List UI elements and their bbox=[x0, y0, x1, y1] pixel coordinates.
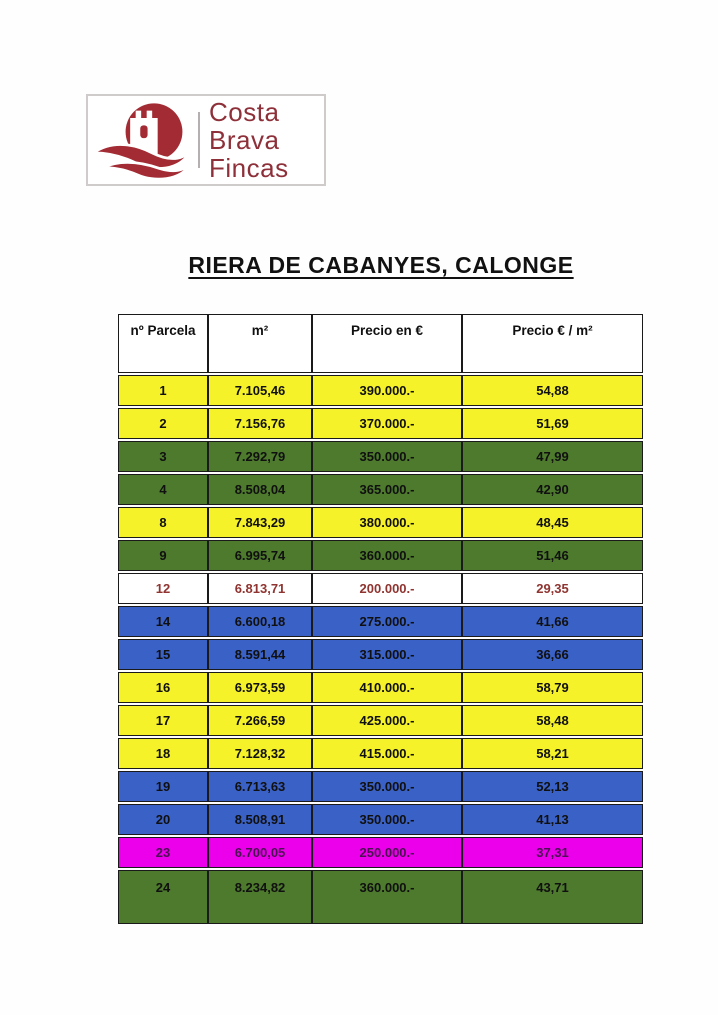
cell-precio_m2: 29,35 bbox=[462, 573, 643, 604]
column-header-1: m² bbox=[208, 314, 312, 373]
company-logo bbox=[86, 94, 326, 186]
cell-parcela: 16 bbox=[118, 672, 208, 703]
cell-parcela: 20 bbox=[118, 804, 208, 835]
cell-precio: 365.000.- bbox=[312, 474, 462, 505]
cell-m2: 6.713,63 bbox=[208, 771, 312, 802]
cell-parcela: 19 bbox=[118, 771, 208, 802]
cell-parcela: 2 bbox=[118, 408, 208, 439]
cell-precio: 200.000.- bbox=[312, 573, 462, 604]
cell-precio_m2: 43,71 bbox=[462, 870, 643, 924]
castle-wave-icon bbox=[88, 97, 198, 183]
table-row-parcela-17 bbox=[118, 705, 643, 736]
cell-parcela: 23 bbox=[118, 837, 208, 868]
table-row-parcela-20 bbox=[118, 804, 643, 835]
table-row-parcela-9 bbox=[118, 540, 643, 571]
cell-precio_m2: 51,46 bbox=[462, 540, 643, 571]
logo-word-costa: Costa bbox=[209, 97, 280, 127]
logo-word-brava: Brava bbox=[209, 125, 280, 155]
column-header-0: nº Parcela bbox=[118, 314, 208, 373]
cell-m2: 6.813,71 bbox=[208, 573, 312, 604]
cell-m2: 7.266,59 bbox=[208, 705, 312, 736]
cell-m2: 8.234,82 bbox=[208, 870, 312, 924]
cell-parcela: 15 bbox=[118, 639, 208, 670]
cell-parcela: 12 bbox=[118, 573, 208, 604]
cell-precio: 315.000.- bbox=[312, 639, 462, 670]
cell-precio_m2: 41,13 bbox=[462, 804, 643, 835]
cell-precio_m2: 58,21 bbox=[462, 738, 643, 769]
cell-parcela: 17 bbox=[118, 705, 208, 736]
cell-m2: 6.600,18 bbox=[208, 606, 312, 637]
cell-m2: 7.105,46 bbox=[208, 375, 312, 406]
cell-m2: 8.591,44 bbox=[208, 639, 312, 670]
table-row-parcela-18 bbox=[118, 738, 643, 769]
cell-parcela: 18 bbox=[118, 738, 208, 769]
cell-parcela: 8 bbox=[118, 507, 208, 538]
cell-parcela: 3 bbox=[118, 441, 208, 472]
cell-precio_m2: 42,90 bbox=[462, 474, 643, 505]
column-header-2: Precio en € bbox=[312, 314, 462, 373]
cell-precio: 360.000.- bbox=[312, 540, 462, 571]
logo-wordmark bbox=[200, 98, 289, 182]
cell-precio_m2: 58,79 bbox=[462, 672, 643, 703]
cell-precio: 370.000.- bbox=[312, 408, 462, 439]
cell-parcela: 24 bbox=[118, 870, 208, 924]
cell-m2: 7.128,32 bbox=[208, 738, 312, 769]
cell-precio_m2: 48,45 bbox=[462, 507, 643, 538]
table-row-parcela-23 bbox=[118, 837, 643, 868]
table-row-parcela-19 bbox=[118, 771, 643, 802]
cell-precio: 380.000.- bbox=[312, 507, 462, 538]
cell-m2: 8.508,04 bbox=[208, 474, 312, 505]
cell-m2: 7.292,79 bbox=[208, 441, 312, 472]
cell-parcela: 14 bbox=[118, 606, 208, 637]
table-row-parcela-14 bbox=[118, 606, 643, 637]
cell-parcela: 4 bbox=[118, 474, 208, 505]
cell-precio_m2: 58,48 bbox=[462, 705, 643, 736]
table-row-parcela-1 bbox=[118, 375, 643, 406]
cell-precio: 350.000.- bbox=[312, 441, 462, 472]
table-row-parcela-15 bbox=[118, 639, 643, 670]
cell-precio_m2: 36,66 bbox=[462, 639, 643, 670]
table-row-parcela-2 bbox=[118, 408, 643, 439]
cell-precio_m2: 37,31 bbox=[462, 837, 643, 868]
cell-precio_m2: 54,88 bbox=[462, 375, 643, 406]
cell-precio: 360.000.- bbox=[312, 870, 462, 924]
page-title: RIERA DE CABANYES, CALONGE bbox=[188, 252, 574, 278]
table-row-parcela-24 bbox=[118, 870, 643, 924]
cell-precio: 250.000.- bbox=[312, 837, 462, 868]
cell-parcela: 9 bbox=[118, 540, 208, 571]
cell-precio: 350.000.- bbox=[312, 771, 462, 802]
cell-precio: 425.000.- bbox=[312, 705, 462, 736]
cell-m2: 6.700,05 bbox=[208, 837, 312, 868]
cell-m2: 7.843,29 bbox=[208, 507, 312, 538]
cell-m2: 6.995,74 bbox=[208, 540, 312, 571]
cell-m2: 8.508,91 bbox=[208, 804, 312, 835]
cell-m2: 7.156,76 bbox=[208, 408, 312, 439]
cell-precio_m2: 47,99 bbox=[462, 441, 643, 472]
header-row bbox=[118, 314, 643, 373]
table-body bbox=[118, 375, 643, 924]
table-header bbox=[118, 314, 643, 373]
logo-word-fincas: Fincas bbox=[209, 153, 289, 183]
cell-precio_m2: 52,13 bbox=[462, 771, 643, 802]
table-row-parcela-3 bbox=[118, 441, 643, 472]
cell-precio_m2: 51,69 bbox=[462, 408, 643, 439]
price-table bbox=[118, 312, 643, 926]
column-header-3: Precio € / m² bbox=[462, 314, 643, 373]
table-row-parcela-12 bbox=[118, 573, 643, 604]
cell-precio: 275.000.- bbox=[312, 606, 462, 637]
cell-precio_m2: 41,66 bbox=[462, 606, 643, 637]
cell-parcela: 1 bbox=[118, 375, 208, 406]
table-row-parcela-16 bbox=[118, 672, 643, 703]
cell-precio: 410.000.- bbox=[312, 672, 462, 703]
cell-m2: 6.973,59 bbox=[208, 672, 312, 703]
cell-precio: 390.000.- bbox=[312, 375, 462, 406]
cell-precio: 350.000.- bbox=[312, 804, 462, 835]
cell-precio: 415.000.- bbox=[312, 738, 462, 769]
table-row-parcela-4 bbox=[118, 474, 643, 505]
table-row-parcela-8 bbox=[118, 507, 643, 538]
